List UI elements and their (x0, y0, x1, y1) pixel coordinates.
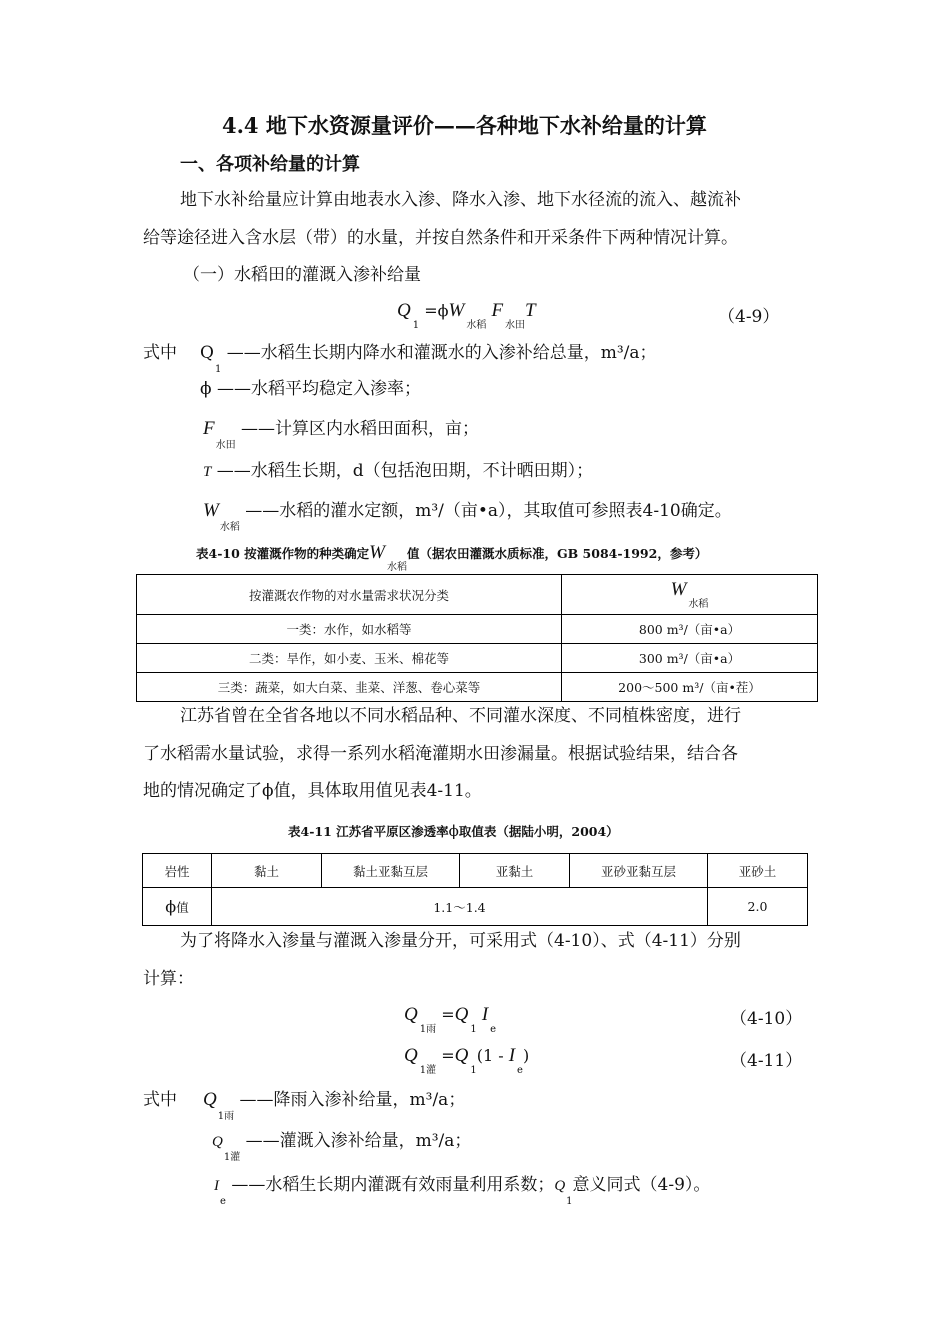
equation-4-10: $Q_{1雨} =Q_1$ $I_e$ (404, 1004, 497, 1035)
table-row (137, 644, 818, 673)
table-4-11 (142, 853, 808, 926)
para2-line-2: 了水稻需水量试验，求得一系列水稻淹灌期水田渗漏量。根据试验结果，结合各 (143, 744, 738, 764)
defs-prefix: 式中 (143, 343, 177, 363)
def-f: $F_{水田}$ ——计算区内水稻田面积，亩； (203, 418, 480, 451)
def-q1: $Q_1$ ——水稻生长期内降水和灌溉水的入渗补给总量，m³/a； (200, 343, 657, 375)
table-header-cell: 黏土 (212, 854, 322, 888)
def-q1-irrigation: $Q_{1灌}$ ——灌溉入渗补给量，m³/a； (212, 1131, 472, 1163)
table-row (137, 615, 818, 644)
section-heading: 一、各项补给量的计算 (180, 154, 360, 175)
table-header-cell: $W_{水稻}$ (562, 575, 818, 615)
table-cell: 300 m³/（亩•a） (562, 644, 818, 673)
para3-line-1: 为了将降水入渗量与灌溉入渗量分开，可采用式（4-10）、式（4-11）分别 (180, 931, 741, 951)
para3-line-2: 计算： (143, 969, 194, 989)
def-phi: ϕ ——水稻平均稳定入渗率； (200, 379, 421, 399)
para2-line-1: 江苏省曾在全省各地以不同水稻品种、不同灌水深度、不同植株密度，进行 (180, 706, 741, 726)
equation-number-4-11: （4-11） (730, 1051, 803, 1071)
defs2-prefix: 式中 (143, 1090, 177, 1110)
table-header-cell: 按灌溉农作物的对水量需求状况分类 (137, 575, 562, 615)
table-row (143, 888, 808, 926)
table-cell: 一类：水作，如水稻等 (137, 615, 562, 644)
def-w: $W_{水稻}$ ——水稻的灌水定额，m³/（亩•a），其取值可参照表4-10确定。 (203, 500, 732, 533)
intro-line-1: 地下水补给量应计算由地表水入渗、降水入渗、地下水径流的流入、越流补 (180, 190, 741, 210)
para2-line-3: 地的情况确定了ϕ值，具体取用值见表4-11。 (143, 781, 482, 801)
equation-number-4-10: （4-10） (730, 1009, 803, 1029)
table-cell: 1.1～1.4 (212, 888, 708, 926)
table-header-cell: 亚砂亚黏互层 (570, 854, 708, 888)
equation-4-11: $Q_{1灌} =Q_1(1 - I_e)$ (404, 1045, 530, 1076)
table-cell: ϕ值 (143, 888, 212, 926)
table-header-cell: 亚砂土 (708, 854, 808, 888)
table-header-cell: 岩性 (143, 854, 212, 888)
def-ie: $I_e$ ——水稻生长期内灌溉有效雨量利用系数；$Q_1$意义同式（4-9）。 (214, 1175, 711, 1207)
table-cell: 200～500 m³/（亩•茬） (562, 673, 818, 702)
table-cell: 二类：旱作，如小麦、玉米、棉花等 (137, 644, 562, 673)
table-cell: 2.0 (708, 888, 808, 926)
equation-number-4-9: （4-9） (718, 307, 780, 327)
page-title: 4.4 地下水资源量评价——各种地下水补给量的计算 (222, 113, 707, 138)
table-cell: 800 m³/（亩•a） (562, 615, 818, 644)
equation-4-9: $Q_1 =\phi W_{水稻}$ $F_{水田}T$ (397, 300, 536, 331)
def-q1-rain: $Q_{1雨}$ ——降雨入渗补给量，m³/a； (203, 1089, 466, 1122)
table-header-cell: 黏土亚黏互层 (322, 854, 460, 888)
table-4-11-caption: 表4-11 江苏省平原区渗透率ϕ取值表（据陆小明，2004） (288, 822, 619, 840)
table-4-10-caption: 表4-10 按灌溉作物的种类确定$W_{水稻}$值（据农田灌溉水质标准，GB 5084-1992，参考） (196, 542, 708, 573)
table-4-10 (136, 574, 818, 702)
def-t: T ——水稻生长期，d（包括泡田期，不计晒田期）； (203, 461, 594, 481)
table-header-cell: 亚黏土 (460, 854, 570, 888)
intro-line-2: 给等途径进入含水层（带）的水量，并按自然条件和开采条件下两种情况计算。 (143, 228, 738, 248)
table-header-row (137, 575, 818, 615)
table-cell: 三类：蔬菜，如大白菜、韭菜、洋葱、卷心菜等 (137, 673, 562, 702)
subsection-heading: （一）水稻田的灌溉入渗补给量 (183, 265, 421, 285)
table-header-row (143, 854, 808, 888)
